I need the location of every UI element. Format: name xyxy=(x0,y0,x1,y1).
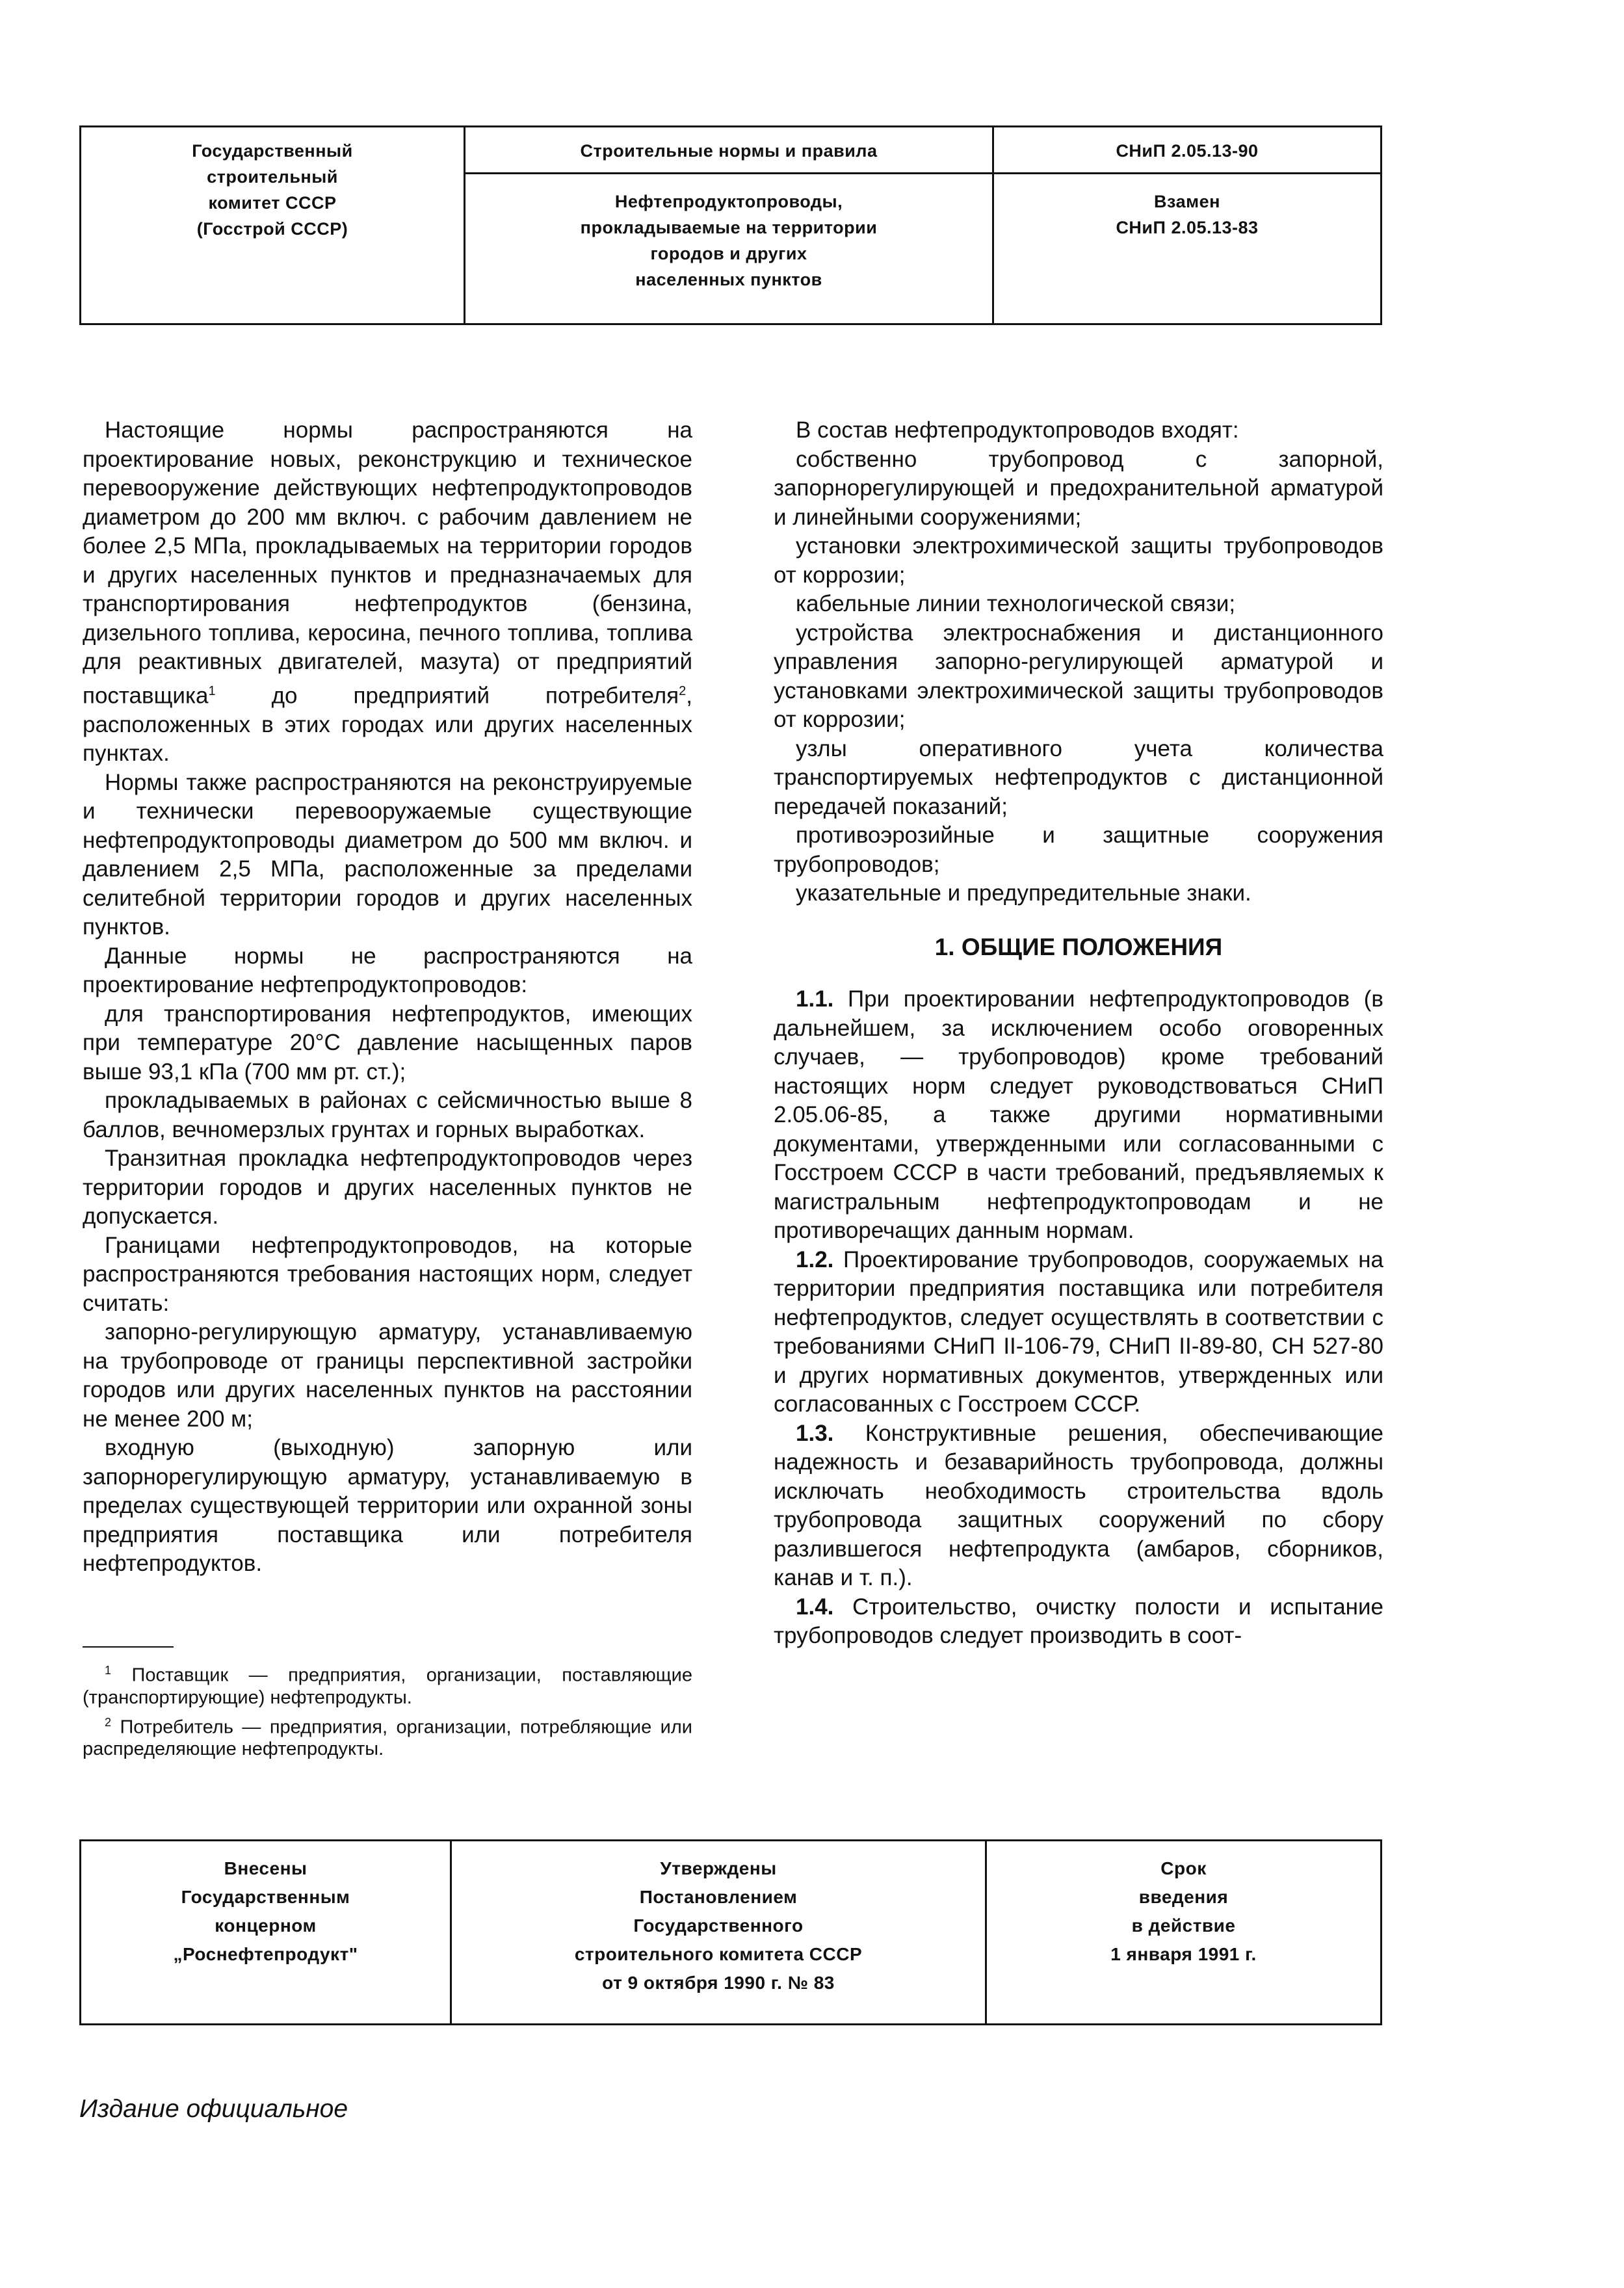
paragraph: запорно-регулирующую арматуру, устанавливаемую на трубопроводе от границы перспективной застройки городов или других населенных пунктов на расстоянии не менее 200 м; xyxy=(83,1319,692,1432)
clause: 1.1. При проектировании нефтепродуктопроводов (в дальнейшем, за исключением особо оговоренных случаев, — трубопроводов) кроме требований настоящих норм следует руководствоваться СНиП 2.05.06-85, а также другими нормативными документами, утвержденными или согласованными с Госстроем СССР в части требований, предъявляемых к магистральным нефтепродуктопроводам и не противоречащих данным нормам. xyxy=(774,986,1383,1243)
document-code: СНиП 2.05.13-90 xyxy=(1116,141,1259,161)
list-item: указательные и предупредительные знаки. xyxy=(796,880,1251,906)
submitted-line: Государственным xyxy=(181,1887,350,1907)
issuer-cell xyxy=(81,127,465,323)
footnote-ref: 1 xyxy=(208,683,216,698)
paragraph: Нормы также распространяются на реконструируемые и технически перевооружаемые существующие нефтепродуктопроводы диаметром до 500 мм включ. и давлением 2,5 МПа, расположенные за пределами селитебной территории городов и других населенных пунктов. xyxy=(83,769,692,940)
title-line: населенных пунктов xyxy=(635,270,822,289)
footnote: $^2$ Потребитель — предприятия, организации, потребляющие или распределяющие нефтепродукты. xyxy=(83,1715,692,1760)
list-item: установки электрохимической защиты трубопроводов от коррозии; xyxy=(774,533,1383,588)
submitted-cell xyxy=(81,1841,452,2023)
footnote-ref: 2 xyxy=(679,683,687,698)
clause: 1.4. Строительство, очистку полости и испытание трубопроводов следует производить в соот- xyxy=(774,1594,1383,1648)
submitted-line: концерном xyxy=(215,1915,317,1936)
approved-line: Утверждены xyxy=(660,1858,777,1878)
issuer-text xyxy=(81,127,464,242)
paragraph: Настоящие нормы распространяются на проектирование новых, реконструкцию и техническое перевооружение действующих нефтепродуктопроводов диаметром до 200 мм включ. с рабочим давлением не более 2,5 МПа, прокладываемых на территории городов и других населенных пунктов и предназначаемых для транспортирования нефтепродуктов (бензина, дизельного топлива, керосина, печного топлива, топлива для реактивных двигателей, мазута) от предприятий поставщика$^1$ до предприятий потребителя$^2$, расположенных в этих городах или других населенных пунктах. xyxy=(83,417,692,767)
paragraph: прокладываемых в районах с сейсмичностью выше 8 баллов, вечномерзлых грунтах и горных выработках. xyxy=(83,1088,692,1142)
edition-label: Издание официальное xyxy=(79,2095,348,2123)
norms-cell xyxy=(465,127,994,323)
paragraph: Транзитная прокладка нефтепродуктопроводов через территории городов и других населенных пунктов не допускается. xyxy=(83,1146,692,1229)
code-cell xyxy=(994,127,1380,323)
section-heading: 1. ОБЩИЕ ПОЛОЖЕНИЯ xyxy=(934,933,1223,960)
effective-line: введения xyxy=(1138,1887,1229,1907)
header-table xyxy=(79,125,1382,325)
norms-label: Строительные нормы и правила xyxy=(580,141,878,161)
title-line: Нефтепродуктопроводы, xyxy=(614,192,843,211)
list-item: противоэрозийные и защитные сооружения трубопроводов; xyxy=(774,822,1383,877)
footnote: $^1$ Поставщик — предприятия, организации, поставляющие (транспортирующие) нефтепродукты. xyxy=(83,1664,692,1708)
submitted-line: Внесены xyxy=(224,1858,308,1878)
effective-line: Срок xyxy=(1160,1858,1207,1878)
paragraph: входную (выходную) запорную или запорнорегулирующую арматуру, устанавливаемую в пределах существующей территории или охранной зоны предприятия поставщика или потребителя нефтепродуктов. xyxy=(83,1435,692,1577)
footnotes xyxy=(83,1659,692,1763)
list-item: кабельные линии технологической связи; xyxy=(796,591,1236,616)
issuer-line: комитет СССР xyxy=(208,193,337,213)
list-item: собственно трубопровод с запорной, запорнорегулирующей и предохранительной арматурой и линейными сооружениями; xyxy=(774,446,1383,530)
submitted-line: „Роснефтепродукт" xyxy=(173,1944,358,1964)
effective-line: 1 января 1991 г. xyxy=(1110,1944,1257,1964)
list-item: узлы оперативного учета количества транспортируемых нефтепродуктов с дистанционной передачей показаний; xyxy=(774,735,1383,819)
effective-date-cell xyxy=(987,1841,1380,2023)
approved-line: Постановлением xyxy=(639,1887,798,1907)
paragraph: Данные нормы не распространяются на проектирование нефтепродуктопроводов: xyxy=(83,943,692,998)
footer-table xyxy=(79,1839,1382,2025)
approved-line: Государственного xyxy=(633,1915,804,1936)
effective-line: в действие xyxy=(1131,1915,1236,1936)
title-line: прокладываемые на территории xyxy=(580,218,878,237)
approved-line: от 9 октября 1990 г. № 83 xyxy=(602,1973,835,1993)
issuer-line: Государственный xyxy=(192,141,353,161)
replaces-line: СНиП 2.05.13-83 xyxy=(1116,218,1259,237)
replaces-line: Взамен xyxy=(1154,192,1220,211)
composition-list xyxy=(774,445,1383,908)
paragraph: для транспортирования нефтепродуктов, имеющих при температуре 20°С давление насыщенных паров выше 93,1 кПа (700 мм рт. ст.); xyxy=(83,1001,692,1085)
paragraph: Границами нефтепродуктопроводов, на которые распространяются требования настоящих норм, следует считать: xyxy=(83,1232,692,1316)
list-item: устройства электроснабжения и дистанционного управления запорно-регулирующей арматурой и установками электрохимической защиты трубопроводов от коррозии; xyxy=(774,620,1383,732)
replaces-text xyxy=(994,174,1380,241)
approved-cell xyxy=(452,1841,987,2023)
footnote-divider xyxy=(83,1646,174,1648)
issuer-line: строительный xyxy=(207,167,338,187)
clause: 1.3. Конструктивные решения, обеспечивающие надежность и безаварийность трубопровода, должны исключать необходимость строительства вдоль трубопровода защитных сооружений по сбору разлившегося нефтепродукта (амбаров, сборников, канав и т. п.). xyxy=(774,1420,1383,1590)
paragraph: В состав нефтепродуктопроводов входят: xyxy=(796,417,1239,443)
right-column xyxy=(774,416,1383,1651)
title-line: городов и других xyxy=(650,244,807,263)
left-column xyxy=(83,416,692,1579)
clause: 1.2. Проектирование трубопроводов, сооружаемых на территории предприятия поставщика или потребителя нефтепродуктов, следует осуществлять в соответствии с требованиями СНиП II-106-79, СНиП II-89-80, СН 527-80 и других нормативных документов, утвержденных или согласованных с Госстроем СССР. xyxy=(774,1246,1383,1417)
approved-line: строительного комитета СССР xyxy=(574,1944,863,1964)
document-title xyxy=(465,174,992,293)
issuer-line: (Госстрой СССР) xyxy=(196,219,348,239)
